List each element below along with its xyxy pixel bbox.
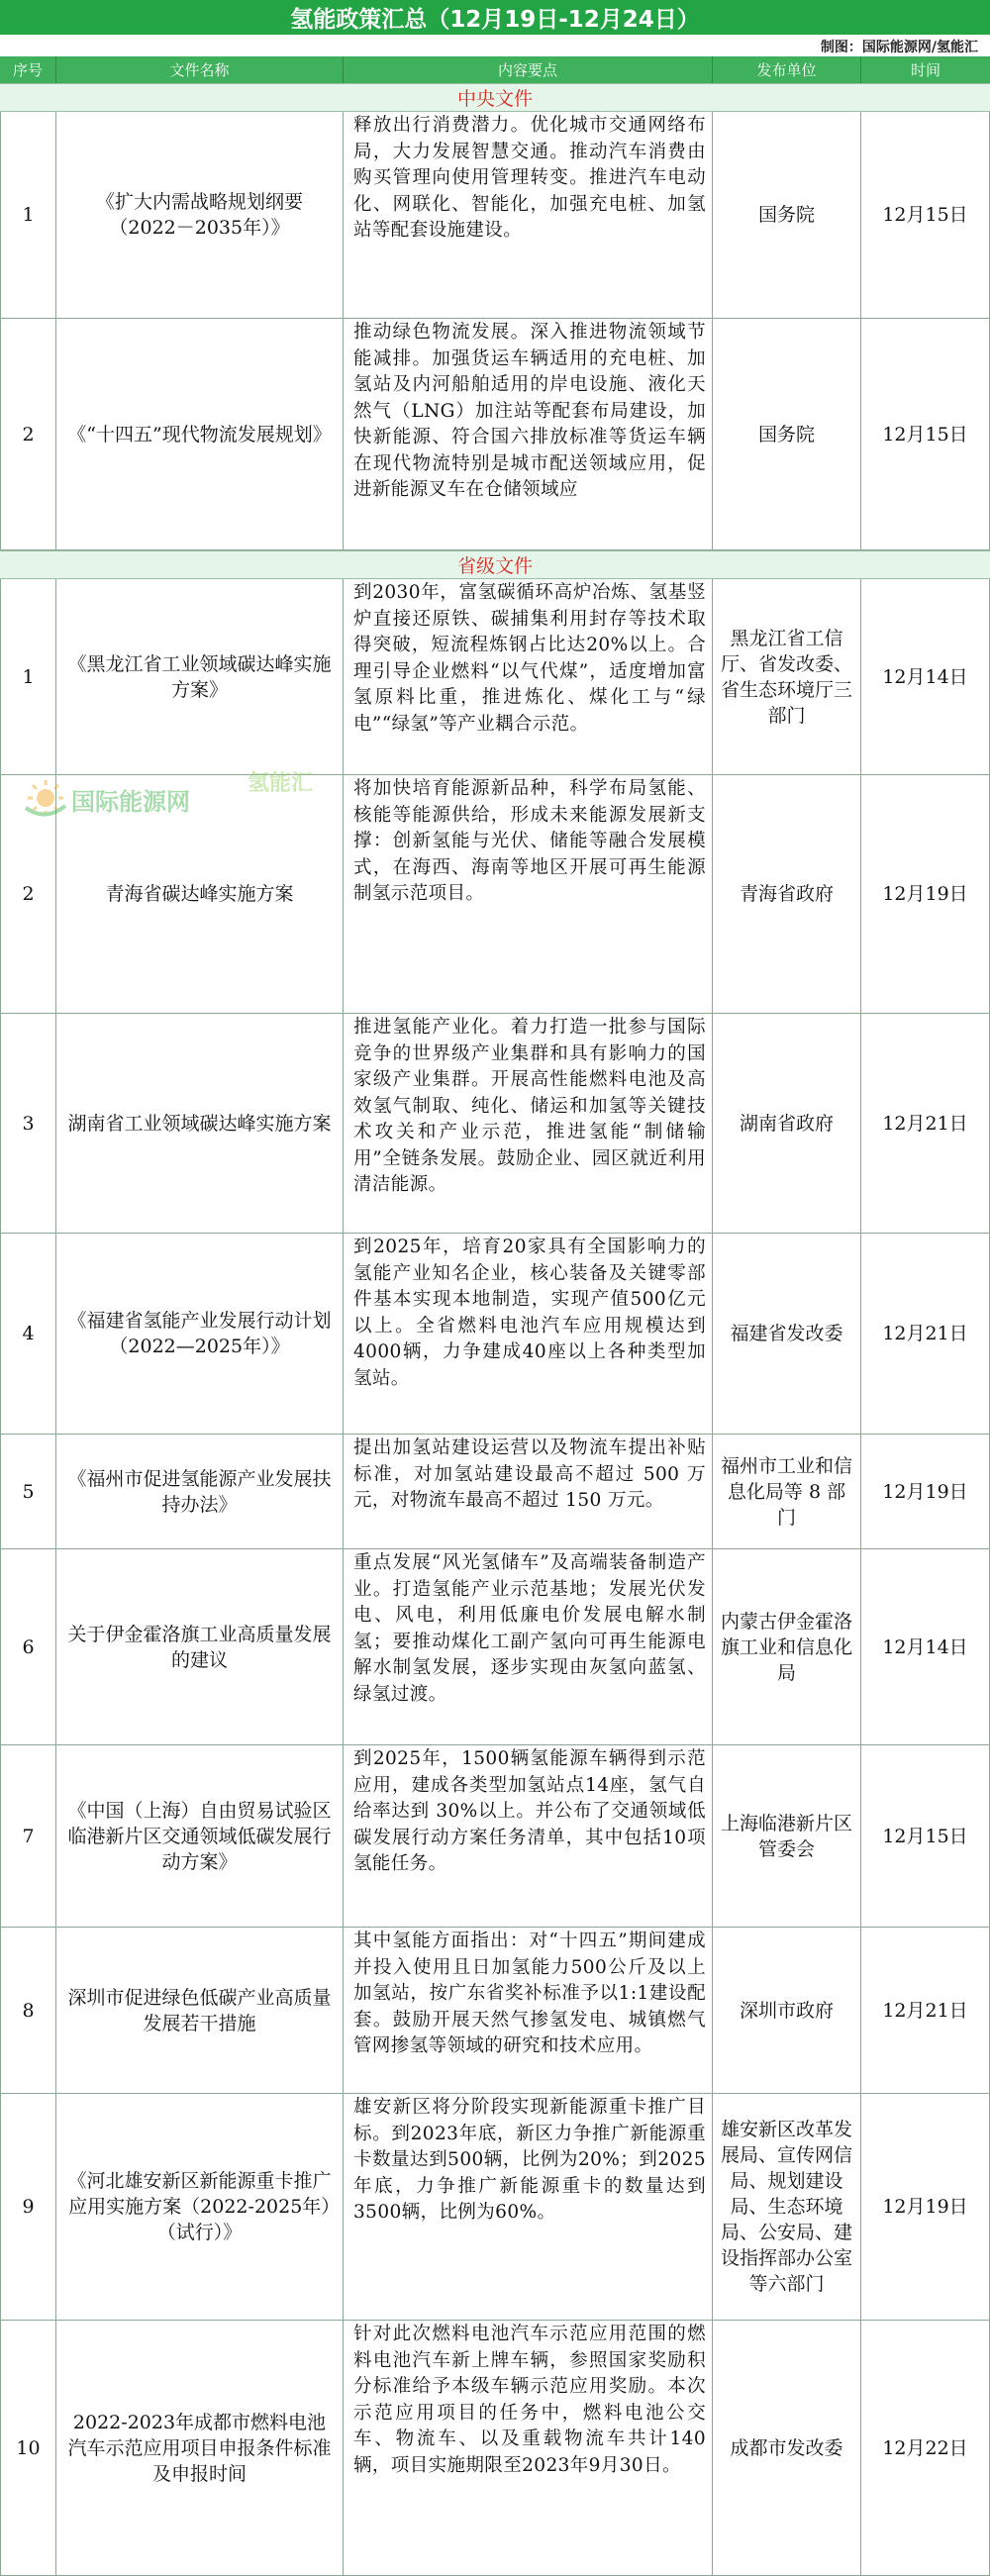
section-header: 省级文件 [0, 550, 990, 579]
cell-issuer: 国务院 [713, 112, 861, 319]
cell-issuer: 内蒙古伊金霍洛旗工业和信息化局 [713, 1549, 861, 1745]
cell-file-name: 2022-2023年成都市燃料电池汽车示范应用项目申报条件标准及申报时间 [56, 2321, 344, 2576]
cell-date: 12月21日 [861, 1014, 990, 1234]
cell-no: 5 [0, 1435, 56, 1549]
cell-date: 12月19日 [861, 1435, 990, 1549]
cell-date: 12月15日 [861, 1745, 990, 1928]
credit-text: 制图：国际能源网/氢能汇 [820, 40, 978, 55]
cell-issuer: 福建省发改委 [713, 1234, 861, 1435]
cell-file-name: 《黑龙江省工业领域碳达峰实施方案》 [56, 579, 344, 775]
table-header [0, 56, 990, 83]
cell-content: 释放出行消费潜力。优化城市交通网络布局，大力发展智慧交通。推动汽车消费由购买管理向使用管理转变。推进汽车电动化、网联化、智能化，加强充电桩、加氢站等配套设施建设。 [344, 112, 713, 319]
cell-content: 重点发展“风光氢储车”及高端装备制造产业。打造氢能产业示范基地；发展光伏发电、风电，利用低廉电价发展电解水制氢；要推动煤化工副产氢向可再生能源电解水制氢发展，逐步实现由灰氢向蓝氢、绿氢过渡。 [344, 1549, 713, 1745]
cell-date: 12月15日 [861, 319, 990, 550]
column-header-name: 文件名称 [56, 56, 344, 83]
cell-date: 12月21日 [861, 1234, 990, 1435]
cell-file-name: 《福建省氢能产业发展行动计划（2022—2025年）》 [56, 1234, 344, 1435]
cell-file-name: 青海省碳达峰实施方案 [56, 775, 344, 1014]
cell-date: 12月19日 [861, 2094, 990, 2321]
column-header-date: 时间 [910, 61, 940, 79]
cell-issuer: 青海省政府 [713, 775, 861, 1014]
cell-content: 雄安新区将分阶段实现新能源重卡推广目标。到2023年底，新区力争推广新能源重卡数量达到500辆，比例为20%；到2025年底，力争推广新能源重卡的数量达到3500辆，比例为60%。 [344, 2094, 713, 2321]
cell-content: 其中氢能方面指出：对“十四五”期间建成并投入使用且日加氢能力500公斤及以上加氢站，按广东省奖补标准予以1:1建设配套。鼓励开展天然气掺氢发电、城镇燃气管网掺氢等领域的研究和技术应用。 [344, 1928, 713, 2094]
cell-date: 12月21日 [861, 1928, 990, 2094]
cell-content: 到2025年，1500辆氢能源车辆得到示范应用，建成各类型加氢站点14座，氢气自给率达到 30%以上。并公布了交通领域低碳发展行动方案任务清单，其中包括10项氢能任务。 [344, 1745, 713, 1928]
cell-no: 2 [0, 775, 56, 1014]
cell-content: 到2030年，富氢碳循环高炉冶炼、氢基竖炉直接还原铁、碳捕集利用封存等技术取得突破，短流程炼钢占比达20%以上。合理引导企业燃料“以气代煤”，适度增加富氢原料比重，推进炼化、煤化工与“绿电”“绿氢”等产业耦合示范。 [344, 579, 713, 775]
watermark-left-text: 国际能源网 [71, 788, 190, 816]
column-header-no: 序号 [0, 56, 56, 83]
cell-content: 到2025年，培育20家具有全国影响力的氢能产业知名企业，核心装备及关键零部件基本实现本地制造，实现产值500亿元以上。全省燃料电池汽车应用规模达到4000辆，力争建成40座以上各种类型加氢站。 [344, 1234, 713, 1435]
cell-file-name: 关于伊金霍洛旗工业高质量发展的建议 [56, 1549, 344, 1745]
cell-file-name: 《扩大内需战略规划纲要（2022－2035年）》 [56, 112, 344, 319]
cell-no: 6 [0, 1549, 56, 1745]
cell-no: 8 [0, 1928, 56, 2094]
cell-content: 推动绿色物流发展。深入推进物流领域节能减排。加强货运车辆适用的充电桩、加氢站及内河船舶适用的岸电设施、液化天然气（LNG）加注站等配套布局建设，加快新能源、符合国六排放标准等货运车辆在现代物流特别是城市配送领域应用，促进新能源叉车在仓储领域应 [344, 319, 713, 550]
cell-no: 4 [0, 1234, 56, 1435]
cell-issuer: 成都市发改委 [713, 2321, 861, 2576]
cell-issuer: 上海临港新片区管委会 [713, 1745, 861, 1928]
cell-issuer: 黑龙江省工信厅、省发改委、省生态环境厅三部门 [713, 579, 861, 775]
cell-date: 12月22日 [861, 2321, 990, 2576]
cell-file-name: 《中国（上海）自由贸易试验区临港新片区交通领域低碳发展行动方案》 [56, 1745, 344, 1928]
cell-no: 10 [0, 2321, 56, 2576]
column-header-content: 内容要点 [344, 56, 713, 83]
cell-no: 1 [0, 579, 56, 775]
cell-content: 推进氢能产业化。着力打造一批参与国际竞争的世界级产业集群和具有影响力的国家级产业集群。开展高性能燃料电池及高效氢气制取、纯化、储运和加氢等关键技术攻关和产业示范，推进氢能“制储输用”全链条发展。鼓励企业、园区就近利用清洁能源。 [344, 1014, 713, 1234]
cell-issuer: 雄安新区改革发展局、宣传网信局、规划建设局、生态环境局、公安局、建设指挥部办公室等六部门 [713, 2094, 861, 2321]
cell-file-name: 《福州市促进氢能源产业发展扶持办法》 [56, 1435, 344, 1549]
cell-issuer: 深圳市政府 [713, 1928, 861, 2094]
cell-content: 将加快培育能源新品种，科学布局氢能、核能等能源供给，形成未来能源发展新支撑：创新氢能与光伏、储能等融合发展模式，在海西、海南等地区开展可再生能源制氢示范项目。 [344, 775, 713, 1014]
credit-bar [0, 35, 990, 56]
cell-date: 12月15日 [861, 112, 990, 319]
cell-issuer: 福州市工业和信息化局等 8 部门 [713, 1435, 861, 1549]
cell-no: 1 [0, 112, 56, 319]
cell-date: 12月19日 [861, 775, 990, 1014]
cell-issuer: 国务院 [713, 319, 861, 550]
column-header-org: 发布单位 [713, 56, 861, 83]
watermark-right-text: 氢能汇 [248, 771, 314, 796]
page-title: 氢能政策汇总（12月19日-12月24日） [0, 0, 990, 35]
cell-file-name: 《“十四五”现代物流发展规划》 [56, 319, 344, 550]
cell-issuer: 湖南省政府 [713, 1014, 861, 1234]
cell-no: 2 [0, 319, 56, 550]
cell-no: 7 [0, 1745, 56, 1928]
cell-file-name: 湖南省工业领域碳达峰实施方案 [56, 1014, 344, 1234]
section-header: 中央文件 [0, 83, 990, 112]
cell-file-name: 《河北雄安新区新能源重卡推广应用实施方案（2022-2025年）（试行）》 [56, 2094, 344, 2321]
cell-date: 12月14日 [861, 579, 990, 775]
cell-no: 9 [0, 2094, 56, 2321]
cell-content: 针对此次燃料电池汽车示范应用范围的燃料电池汽车新上牌车辆，参照国家奖励积分标准给予本级车辆示范应用奖励。本次示范应用项目的任务中，燃料电池公交车、物流车、以及重载物流车共计140辆，项目实施期限至2023年9月30日。 [344, 2321, 713, 2576]
cell-content: 提出加氢站建设运营以及物流车提出补贴标准，对加氢站建设最高不超过 500 万元，对物流车最高不超过 150 万元。 [344, 1435, 713, 1549]
cell-file-name: 深圳市促进绿色低碳产业高质量发展若干措施 [56, 1928, 344, 2094]
cell-no: 3 [0, 1014, 56, 1234]
cell-date: 12月14日 [861, 1549, 990, 1745]
